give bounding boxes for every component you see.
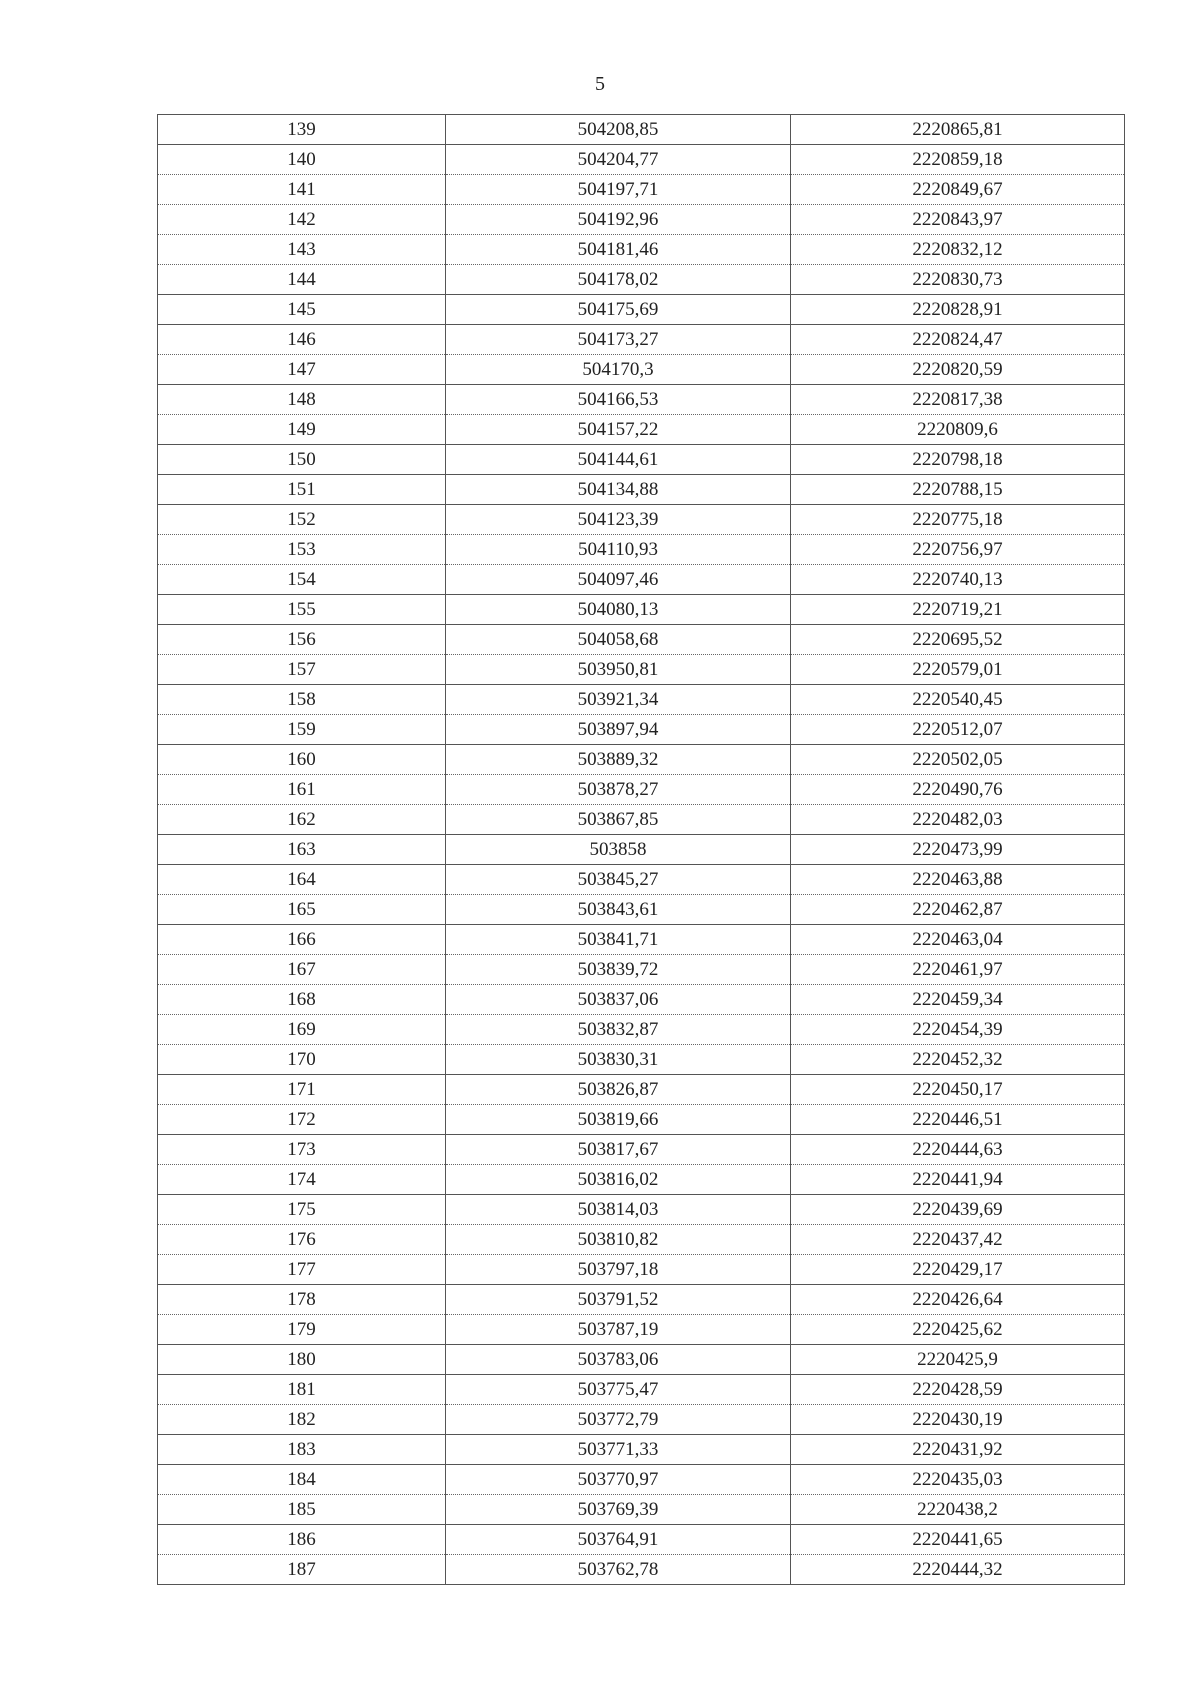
point-number-cell: 172: [158, 1105, 446, 1135]
x-coordinate-cell: 504097,46: [446, 565, 791, 595]
point-number-cell: 187: [158, 1555, 446, 1585]
point-number-cell: 176: [158, 1225, 446, 1255]
y-coordinate-cell: 2220463,88: [791, 865, 1125, 895]
table-row: [158, 355, 1125, 385]
point-number-cell: 166: [158, 925, 446, 955]
y-coordinate-cell: 2220809,6: [791, 415, 1125, 445]
table-row: [158, 1015, 1125, 1045]
x-coordinate-cell: 503826,87: [446, 1075, 791, 1105]
x-coordinate-cell: 503787,19: [446, 1315, 791, 1345]
point-number-cell: 186: [158, 1525, 446, 1555]
point-number-cell: 178: [158, 1285, 446, 1315]
point-number-cell: 163: [158, 835, 446, 865]
x-coordinate-cell: 503810,82: [446, 1225, 791, 1255]
point-number-cell: 158: [158, 685, 446, 715]
point-number-cell: 161: [158, 775, 446, 805]
x-coordinate-cell: 504208,85: [446, 115, 791, 145]
y-coordinate-cell: 2220454,39: [791, 1015, 1125, 1045]
x-coordinate-cell: 504144,61: [446, 445, 791, 475]
point-number-cell: 180: [158, 1345, 446, 1375]
point-number-cell: 183: [158, 1435, 446, 1465]
table-row: [158, 1045, 1125, 1075]
y-coordinate-cell: 2220444,32: [791, 1555, 1125, 1585]
x-coordinate-cell: 503764,91: [446, 1525, 791, 1555]
point-number-cell: 153: [158, 535, 446, 565]
table-row: [158, 895, 1125, 925]
y-coordinate-cell: 2220798,18: [791, 445, 1125, 475]
x-coordinate-cell: 503878,27: [446, 775, 791, 805]
point-number-cell: 168: [158, 985, 446, 1015]
x-coordinate-cell: 503762,78: [446, 1555, 791, 1585]
point-number-cell: 169: [158, 1015, 446, 1045]
y-coordinate-cell: 2220824,47: [791, 325, 1125, 355]
x-coordinate-cell: 503845,27: [446, 865, 791, 895]
table-row: [158, 235, 1125, 265]
table-row: [158, 1495, 1125, 1525]
table-row: [158, 1465, 1125, 1495]
y-coordinate-cell: 2220425,62: [791, 1315, 1125, 1345]
y-coordinate-cell: 2220719,21: [791, 595, 1125, 625]
point-number-cell: 144: [158, 265, 446, 295]
x-coordinate-cell: 504170,3: [446, 355, 791, 385]
table-row: [158, 115, 1125, 145]
table-row: [158, 415, 1125, 445]
table-row: [158, 1345, 1125, 1375]
x-coordinate-cell: 503889,32: [446, 745, 791, 775]
x-coordinate-cell: 504080,13: [446, 595, 791, 625]
table-row: [158, 1435, 1125, 1465]
y-coordinate-cell: 2220756,97: [791, 535, 1125, 565]
table-row: [158, 535, 1125, 565]
x-coordinate-cell: 504134,88: [446, 475, 791, 505]
x-coordinate-cell: 504192,96: [446, 205, 791, 235]
x-coordinate-cell: 503843,61: [446, 895, 791, 925]
x-coordinate-cell: 503830,31: [446, 1045, 791, 1075]
y-coordinate-cell: 2220426,64: [791, 1285, 1125, 1315]
y-coordinate-cell: 2220490,76: [791, 775, 1125, 805]
y-coordinate-cell: 2220452,32: [791, 1045, 1125, 1075]
y-coordinate-cell: 2220441,94: [791, 1165, 1125, 1195]
y-coordinate-cell: 2220461,97: [791, 955, 1125, 985]
table-row: [158, 595, 1125, 625]
table-row: [158, 1375, 1125, 1405]
y-coordinate-cell: 2220482,03: [791, 805, 1125, 835]
x-coordinate-cell: 504123,39: [446, 505, 791, 535]
y-coordinate-cell: 2220438,2: [791, 1495, 1125, 1525]
y-coordinate-cell: 2220859,18: [791, 145, 1125, 175]
y-coordinate-cell: 2220437,42: [791, 1225, 1125, 1255]
y-coordinate-cell: 2220788,15: [791, 475, 1125, 505]
table-row: [158, 745, 1125, 775]
y-coordinate-cell: 2220830,73: [791, 265, 1125, 295]
y-coordinate-cell: 2220428,59: [791, 1375, 1125, 1405]
table-row: [158, 1555, 1125, 1585]
x-coordinate-cell: 503814,03: [446, 1195, 791, 1225]
page-number: 5: [595, 73, 605, 95]
point-number-cell: 145: [158, 295, 446, 325]
x-coordinate-cell: 503839,72: [446, 955, 791, 985]
table-row: [158, 175, 1125, 205]
point-number-cell: 156: [158, 625, 446, 655]
y-coordinate-cell: 2220462,87: [791, 895, 1125, 925]
point-number-cell: 164: [158, 865, 446, 895]
y-coordinate-cell: 2220817,38: [791, 385, 1125, 415]
table-row: [158, 1405, 1125, 1435]
point-number-cell: 175: [158, 1195, 446, 1225]
table-row: [158, 775, 1125, 805]
point-number-cell: 141: [158, 175, 446, 205]
x-coordinate-cell: 503797,18: [446, 1255, 791, 1285]
y-coordinate-cell: 2220429,17: [791, 1255, 1125, 1285]
x-coordinate-cell: 504175,69: [446, 295, 791, 325]
y-coordinate-cell: 2220502,05: [791, 745, 1125, 775]
point-number-cell: 140: [158, 145, 446, 175]
table-row: [158, 1285, 1125, 1315]
x-coordinate-cell: 503867,85: [446, 805, 791, 835]
point-number-cell: 170: [158, 1045, 446, 1075]
x-coordinate-cell: 503832,87: [446, 1015, 791, 1045]
y-coordinate-cell: 2220843,97: [791, 205, 1125, 235]
table-row: [158, 205, 1125, 235]
x-coordinate-cell: 504178,02: [446, 265, 791, 295]
y-coordinate-cell: 2220450,17: [791, 1075, 1125, 1105]
point-number-cell: 184: [158, 1465, 446, 1495]
point-number-cell: 182: [158, 1405, 446, 1435]
table-row: [158, 145, 1125, 175]
point-number-cell: 147: [158, 355, 446, 385]
point-number-cell: 162: [158, 805, 446, 835]
coordinates-table-body: [158, 115, 1125, 1585]
x-coordinate-cell: 503771,33: [446, 1435, 791, 1465]
x-coordinate-cell: 503775,47: [446, 1375, 791, 1405]
y-coordinate-cell: 2220473,99: [791, 835, 1125, 865]
table-row: [158, 685, 1125, 715]
table-row: [158, 1315, 1125, 1345]
x-coordinate-cell: 503897,94: [446, 715, 791, 745]
coordinates-table: [157, 114, 1125, 1585]
table-row: [158, 1075, 1125, 1105]
point-number-cell: 171: [158, 1075, 446, 1105]
x-coordinate-cell: 503921,34: [446, 685, 791, 715]
point-number-cell: 150: [158, 445, 446, 475]
point-number-cell: 173: [158, 1135, 446, 1165]
x-coordinate-cell: 503858: [446, 835, 791, 865]
table-row: [158, 1105, 1125, 1135]
point-number-cell: 177: [158, 1255, 446, 1285]
point-number-cell: 174: [158, 1165, 446, 1195]
x-coordinate-cell: 503770,97: [446, 1465, 791, 1495]
table-row: [158, 505, 1125, 535]
point-number-cell: 185: [158, 1495, 446, 1525]
y-coordinate-cell: 2220740,13: [791, 565, 1125, 595]
table-row: [158, 325, 1125, 355]
y-coordinate-cell: 2220463,04: [791, 925, 1125, 955]
y-coordinate-cell: 2220431,92: [791, 1435, 1125, 1465]
point-number-cell: 149: [158, 415, 446, 445]
y-coordinate-cell: 2220425,9: [791, 1345, 1125, 1375]
y-coordinate-cell: 2220441,65: [791, 1525, 1125, 1555]
point-number-cell: 154: [158, 565, 446, 595]
point-number-cell: 181: [158, 1375, 446, 1405]
x-coordinate-cell: 503841,71: [446, 925, 791, 955]
table-row: [158, 625, 1125, 655]
y-coordinate-cell: 2220459,34: [791, 985, 1125, 1015]
y-coordinate-cell: 2220430,19: [791, 1405, 1125, 1435]
x-coordinate-cell: 503817,67: [446, 1135, 791, 1165]
point-number-cell: 155: [158, 595, 446, 625]
x-coordinate-cell: 503837,06: [446, 985, 791, 1015]
y-coordinate-cell: 2220446,51: [791, 1105, 1125, 1135]
table-row: [158, 925, 1125, 955]
x-coordinate-cell: 504197,71: [446, 175, 791, 205]
x-coordinate-cell: 503791,52: [446, 1285, 791, 1315]
x-coordinate-cell: 503769,39: [446, 1495, 791, 1525]
table-row: [158, 1255, 1125, 1285]
x-coordinate-cell: 504058,68: [446, 625, 791, 655]
table-row: [158, 985, 1125, 1015]
x-coordinate-cell: 503819,66: [446, 1105, 791, 1135]
point-number-cell: 142: [158, 205, 446, 235]
point-number-cell: 157: [158, 655, 446, 685]
point-number-cell: 151: [158, 475, 446, 505]
table-row: [158, 835, 1125, 865]
x-coordinate-cell: 504204,77: [446, 145, 791, 175]
x-coordinate-cell: 504157,22: [446, 415, 791, 445]
point-number-cell: 143: [158, 235, 446, 265]
point-number-cell: 139: [158, 115, 446, 145]
table-row: [158, 1225, 1125, 1255]
table-row: [158, 1195, 1125, 1225]
point-number-cell: 148: [158, 385, 446, 415]
table-row: [158, 1165, 1125, 1195]
table-row: [158, 805, 1125, 835]
table-row: [158, 265, 1125, 295]
table-row: [158, 655, 1125, 685]
y-coordinate-cell: 2220828,91: [791, 295, 1125, 325]
point-number-cell: 167: [158, 955, 446, 985]
table-row: [158, 1525, 1125, 1555]
x-coordinate-cell: 503816,02: [446, 1165, 791, 1195]
y-coordinate-cell: 2220695,52: [791, 625, 1125, 655]
y-coordinate-cell: 2220849,67: [791, 175, 1125, 205]
table-row: [158, 715, 1125, 745]
y-coordinate-cell: 2220775,18: [791, 505, 1125, 535]
x-coordinate-cell: 503950,81: [446, 655, 791, 685]
y-coordinate-cell: 2220579,01: [791, 655, 1125, 685]
table-row: [158, 565, 1125, 595]
y-coordinate-cell: 2220865,81: [791, 115, 1125, 145]
table-row: [158, 955, 1125, 985]
y-coordinate-cell: 2220820,59: [791, 355, 1125, 385]
point-number-cell: 159: [158, 715, 446, 745]
table-row: [158, 475, 1125, 505]
table-row: [158, 295, 1125, 325]
point-number-cell: 152: [158, 505, 446, 535]
y-coordinate-cell: 2220832,12: [791, 235, 1125, 265]
point-number-cell: 179: [158, 1315, 446, 1345]
point-number-cell: 160: [158, 745, 446, 775]
y-coordinate-cell: 2220540,45: [791, 685, 1125, 715]
table-row: [158, 865, 1125, 895]
x-coordinate-cell: 504173,27: [446, 325, 791, 355]
table-row: [158, 385, 1125, 415]
x-coordinate-cell: 504166,53: [446, 385, 791, 415]
y-coordinate-cell: 2220444,63: [791, 1135, 1125, 1165]
table-row: [158, 445, 1125, 475]
point-number-cell: 146: [158, 325, 446, 355]
x-coordinate-cell: 504110,93: [446, 535, 791, 565]
point-number-cell: 165: [158, 895, 446, 925]
x-coordinate-cell: 504181,46: [446, 235, 791, 265]
x-coordinate-cell: 503783,06: [446, 1345, 791, 1375]
y-coordinate-cell: 2220439,69: [791, 1195, 1125, 1225]
y-coordinate-cell: 2220435,03: [791, 1465, 1125, 1495]
x-coordinate-cell: 503772,79: [446, 1405, 791, 1435]
y-coordinate-cell: 2220512,07: [791, 715, 1125, 745]
table-row: [158, 1135, 1125, 1165]
